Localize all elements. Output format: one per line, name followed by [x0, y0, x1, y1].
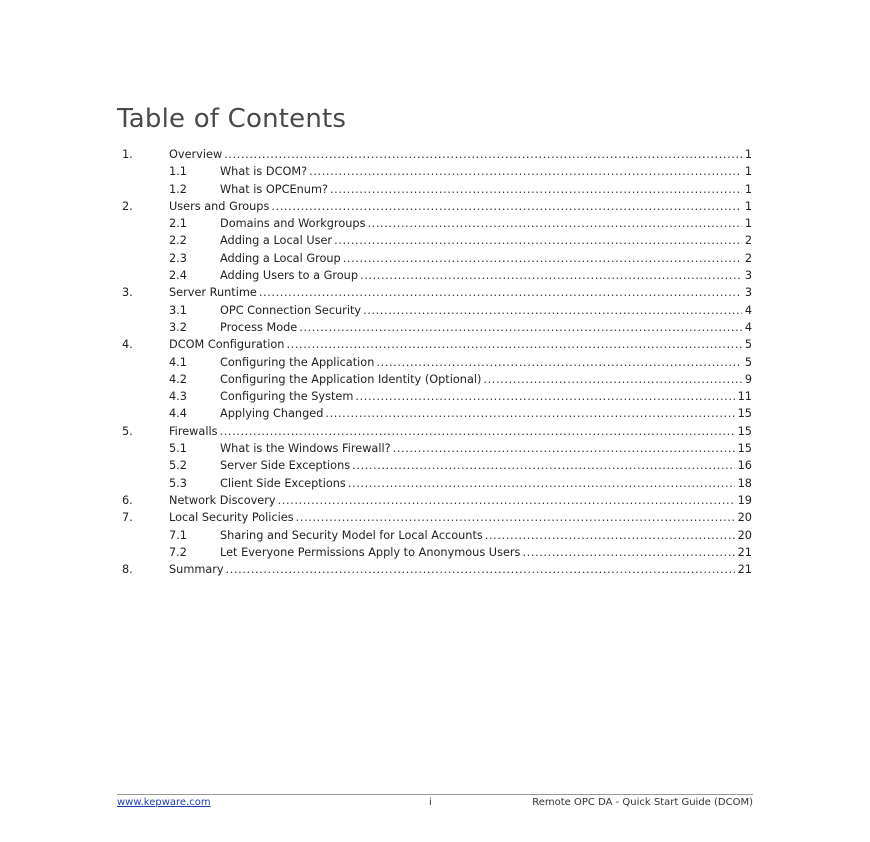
- toc-entry[interactable]: [122, 440, 752, 457]
- toc-entry[interactable]: [122, 457, 752, 474]
- toc-entry-page: 1: [744, 148, 752, 161]
- toc-entry[interactable]: [122, 509, 752, 526]
- toc-dot-leader: [348, 475, 735, 492]
- toc-entry-number: 5.1: [169, 442, 187, 456]
- toc-entry-number: 4.3: [169, 390, 187, 404]
- toc-entry-label[interactable]: Applying Changed: [220, 407, 324, 421]
- toc-entry-label[interactable]: Sharing and Security Model for Local Accounts: [220, 528, 483, 542]
- toc-dot-leader: [343, 250, 742, 267]
- toc-entry-label[interactable]: OPC Connection Security: [220, 303, 362, 317]
- toc-entry-body: [220, 440, 752, 457]
- toc-entry-body: [169, 561, 752, 578]
- toc-dot-leader: [296, 509, 735, 526]
- toc-entry[interactable]: [122, 492, 752, 509]
- toc-entry-page: 18: [737, 476, 752, 490]
- toc-entry[interactable]: [122, 475, 752, 492]
- toc-entry-page: 2: [744, 251, 752, 265]
- toc-entry-label[interactable]: What is the Windows Firewall?: [220, 442, 391, 456]
- toc-dot-leader: [278, 492, 735, 509]
- toc-entry-number: 2.3: [169, 251, 187, 265]
- toc-entry-label[interactable]: Network Discovery: [169, 493, 276, 507]
- footer-document-title: Remote OPC DA - Quick Start Guide (DCOM): [532, 797, 753, 808]
- toc-entry[interactable]: [122, 146, 752, 163]
- toc-entry-body: [220, 250, 752, 267]
- toc-entry-number: 4.4: [169, 407, 187, 421]
- toc-entry-number: 2.: [122, 199, 133, 213]
- toc-dot-leader: [363, 302, 742, 319]
- toc-entry-body: [220, 302, 752, 319]
- toc-entry[interactable]: [122, 250, 752, 267]
- toc-entry-number: 4.1: [169, 355, 187, 369]
- toc-dot-leader: [483, 371, 741, 388]
- toc-entry[interactable]: [122, 423, 752, 440]
- toc-dot-leader: [330, 181, 742, 198]
- toc-entry-number: 7.2: [169, 545, 187, 559]
- toc-entry-number: 5.: [122, 424, 133, 438]
- toc-dot-leader: [355, 388, 734, 405]
- toc-entry-body: [169, 423, 752, 440]
- toc-entry-body: [220, 354, 752, 371]
- toc-entry-number: 2.1: [169, 217, 187, 231]
- toc-entry[interactable]: [122, 354, 752, 371]
- toc-dot-leader: [224, 146, 742, 163]
- toc-entry-body: [169, 146, 752, 163]
- toc-entry-label[interactable]: Domains and Workgroups: [220, 217, 366, 231]
- toc-entry-label[interactable]: Configuring the Application: [220, 355, 375, 369]
- toc-entry-label[interactable]: Configuring the System: [220, 390, 354, 404]
- toc-dot-leader: [522, 544, 734, 561]
- toc-entry-label[interactable]: Firewalls: [169, 424, 218, 438]
- toc-entry-page: 20: [737, 528, 752, 542]
- toc-entry-label[interactable]: Adding Users to a Group: [220, 269, 358, 283]
- footer-page-number: i: [429, 797, 432, 808]
- toc-entry-body: [169, 284, 752, 301]
- toc-entry-body: [169, 492, 752, 509]
- toc-entry[interactable]: [122, 198, 752, 215]
- toc-entry-body: [220, 267, 752, 284]
- toc-dot-leader: [360, 267, 742, 284]
- table-of-contents: [122, 146, 752, 578]
- toc-entry[interactable]: [122, 181, 752, 198]
- toc-entry-number: 3.1: [169, 303, 187, 317]
- toc-entry-number: 6.: [122, 493, 133, 507]
- toc-dot-leader: [271, 198, 741, 215]
- toc-entry-page: 1: [744, 182, 752, 196]
- toc-entry[interactable]: [122, 215, 752, 232]
- toc-dot-leader: [309, 163, 742, 180]
- toc-entry-page: 15: [737, 442, 752, 456]
- toc-entry-page: 3: [744, 286, 752, 300]
- toc-entry-body: [220, 319, 752, 336]
- toc-dot-leader: [393, 440, 735, 457]
- toc-entry-body: [169, 336, 752, 353]
- toc-entry-body: [220, 405, 752, 422]
- toc-entry[interactable]: [122, 232, 752, 249]
- toc-entry-label[interactable]: What is DCOM?: [220, 165, 308, 179]
- toc-entry-label[interactable]: DCOM Configuration: [169, 338, 285, 352]
- toc-entry[interactable]: [122, 284, 752, 301]
- toc-dot-leader: [352, 457, 734, 474]
- toc-entry-number: 7.1: [169, 528, 187, 542]
- toc-dot-leader: [220, 423, 735, 440]
- toc-entry[interactable]: [122, 527, 752, 544]
- toc-entry[interactable]: [122, 388, 752, 405]
- toc-entry-page: 4: [744, 303, 752, 317]
- toc-entry-page: 2: [744, 234, 752, 248]
- toc-entry-page: 4: [744, 320, 752, 334]
- toc-entry-number: 4.2: [169, 372, 187, 386]
- toc-entry-page: 3: [744, 269, 752, 283]
- toc-entry-page: 1: [744, 199, 752, 213]
- toc-entry-label[interactable]: Server Side Exceptions: [220, 459, 351, 473]
- toc-entry-number: 1.: [122, 148, 133, 161]
- toc-entry-label[interactable]: Client Side Exceptions: [220, 476, 346, 490]
- toc-entry-body: [220, 163, 752, 180]
- toc-dot-leader: [367, 215, 741, 232]
- toc-entry-page: 15: [737, 424, 752, 438]
- toc-entry-page: 11: [737, 390, 752, 404]
- toc-entry-label[interactable]: Users and Groups: [169, 199, 270, 213]
- toc-entry-page: 21: [737, 545, 752, 559]
- toc-dot-leader: [334, 232, 742, 249]
- toc-dot-leader: [376, 354, 741, 371]
- toc-entry[interactable]: [122, 319, 752, 336]
- toc-entry-body: [220, 457, 752, 474]
- toc-dot-leader: [226, 561, 735, 578]
- toc-entry-label[interactable]: Configuring the Application Identity (Optional): [220, 372, 482, 386]
- toc-entry-page: 1: [744, 217, 752, 231]
- toc-entry-page: 20: [737, 511, 752, 525]
- toc-entry-label[interactable]: Local Security Policies: [169, 511, 294, 525]
- toc-entry-page: 1: [744, 165, 752, 179]
- toc-dot-leader: [259, 284, 742, 301]
- toc-entry-number: 5.2: [169, 459, 187, 473]
- toc-entry-number: 2.2: [169, 234, 187, 248]
- toc-entry-number: 5.3: [169, 476, 187, 490]
- toc-entry-page: 19: [737, 493, 752, 507]
- toc-entry-page: 15: [737, 407, 752, 421]
- toc-dot-leader: [485, 527, 735, 544]
- toc-entry-page: 21: [737, 563, 752, 577]
- page-footer: [117, 797, 753, 811]
- toc-entry-number: 8.: [122, 563, 133, 577]
- toc-entry-label[interactable]: What is OPCEnum?: [220, 182, 328, 196]
- toc-entry-number: 4.: [122, 338, 133, 352]
- toc-entry-body: [220, 215, 752, 232]
- toc-entry-label[interactable]: Process Mode: [220, 320, 298, 334]
- toc-entry-body: [220, 232, 752, 249]
- toc-entry-label[interactable]: Adding a Local Group: [220, 251, 341, 265]
- toc-entry[interactable]: [122, 371, 752, 388]
- toc-entry-body: [220, 544, 752, 561]
- toc-entry[interactable]: [122, 163, 752, 180]
- toc-entry-label[interactable]: Let Everyone Permissions Apply to Anonymous Users: [220, 545, 521, 559]
- toc-entry-label[interactable]: Server Runtime: [169, 286, 257, 300]
- toc-entry[interactable]: [122, 561, 752, 578]
- toc-entry-label[interactable]: Overview: [169, 148, 223, 161]
- toc-entry-number: 2.4: [169, 269, 187, 283]
- toc-dot-leader: [286, 336, 741, 353]
- toc-entry-body: [169, 509, 752, 526]
- page-title: Table of Contents: [117, 104, 347, 134]
- footer-website-link[interactable]: www.kepware.com: [117, 797, 211, 808]
- toc-entry-body: [169, 198, 752, 215]
- toc-entry-number: 7.: [122, 511, 133, 525]
- toc-dot-leader: [299, 319, 742, 336]
- toc-entry[interactable]: [122, 336, 752, 353]
- toc-entry-body: [220, 371, 752, 388]
- footer-divider: [117, 794, 753, 795]
- toc-entry-body: [220, 475, 752, 492]
- toc-entry-page: 5: [744, 338, 752, 352]
- toc-entry-number: 3.2: [169, 320, 187, 334]
- toc-entry[interactable]: [122, 544, 752, 561]
- toc-entry-label[interactable]: Summary: [169, 563, 224, 577]
- toc-entry-number: 1.2: [169, 182, 187, 196]
- toc-entry-page: 16: [737, 459, 752, 473]
- toc-entry-label[interactable]: Adding a Local User: [220, 234, 333, 248]
- toc-entry[interactable]: [122, 302, 752, 319]
- toc-entry-body: [220, 181, 752, 198]
- toc-entry[interactable]: [122, 405, 752, 422]
- toc-entry-body: [220, 388, 752, 405]
- toc-entry-page: 5: [744, 355, 752, 369]
- toc-entry-body: [220, 527, 752, 544]
- toc-dot-leader: [325, 405, 734, 422]
- toc-entry-page: 9: [744, 372, 752, 386]
- toc-entry[interactable]: [122, 267, 752, 284]
- toc-entry-number: 1.1: [169, 165, 187, 179]
- toc-entry-number: 3.: [122, 286, 133, 300]
